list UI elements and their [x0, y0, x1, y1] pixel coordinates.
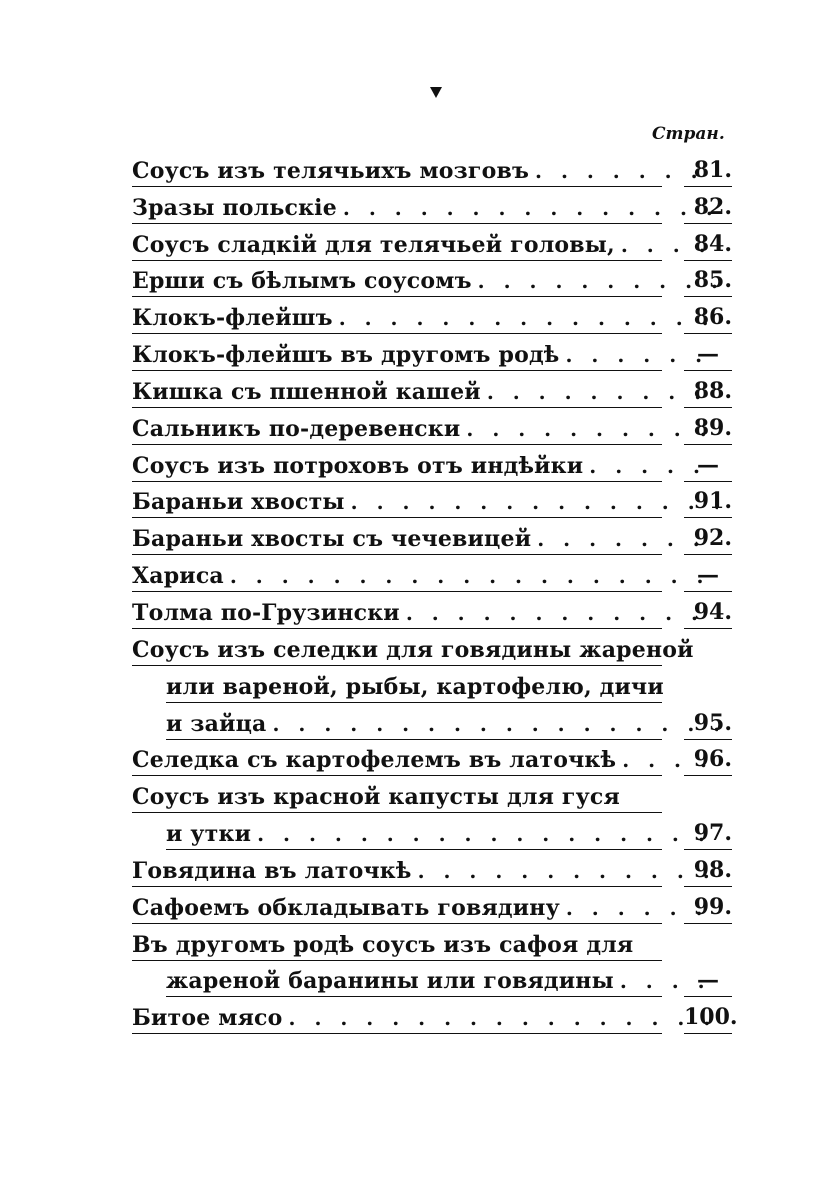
toc-entry [132, 592, 732, 629]
toc-entry-line [132, 776, 732, 813]
toc-entry [132, 297, 732, 334]
toc-entry-title: Соусъ изъ красной капусты для гуся [132, 784, 620, 811]
toc-entry-title: и утки [166, 821, 252, 848]
toc-entry [132, 150, 732, 187]
toc-entry-line [132, 887, 732, 924]
toc-entry-line [132, 518, 732, 555]
toc-entry-title: Сафоемъ обкладывать говядину [132, 894, 560, 921]
toc-entry-continuation [132, 666, 732, 703]
toc-entry-page: 94. [684, 599, 732, 629]
toc-entry-page: 98. [684, 857, 732, 887]
toc-entry-line [132, 408, 732, 445]
toc-entry-page: 88. [684, 378, 732, 408]
toc-entry [132, 334, 732, 371]
toc-entry-line [132, 997, 738, 1034]
table-of-contents [132, 150, 738, 1034]
toc-entry-page: 84. [684, 231, 732, 261]
toc-entry-page: 89. [684, 415, 732, 445]
toc-entry [132, 261, 732, 298]
toc-entry-line [132, 740, 732, 777]
toc-entry-title: Битое мясо [132, 1005, 283, 1032]
toc-entry [132, 482, 732, 519]
toc-entry-page: — [684, 341, 732, 371]
toc-entry-title: Хариса [132, 563, 224, 590]
toc-entry-continuation [132, 961, 732, 998]
toc-entry-page: 85. [684, 267, 732, 297]
toc-entry-line [132, 187, 732, 224]
toc-entry-continuation [132, 813, 732, 850]
toc-entry-line [132, 150, 732, 187]
toc-entry [132, 997, 738, 1034]
toc-entry-line [132, 261, 732, 298]
dot-leader [230, 563, 718, 592]
toc-entry-page: 96. [684, 746, 732, 776]
toc-entry-title: Соусъ изъ селедки для говядины жареной [132, 636, 694, 663]
dot-leader [257, 821, 718, 850]
toc-entry-page: 81. [684, 157, 732, 187]
toc-entry-page: 100. [684, 1004, 732, 1034]
toc-entry [132, 408, 732, 445]
toc-entry-page: 82. [684, 194, 732, 224]
toc-entry-line [132, 924, 732, 961]
toc-entry-title: или вареной, рыбы, картофелю, дичи [166, 673, 664, 700]
dot-leader [289, 1005, 718, 1034]
toc-entry-line [132, 371, 732, 408]
toc-entry-line [132, 629, 732, 666]
toc-entry-title: Соусъ сладкій для телячьей головы, [132, 231, 615, 258]
toc-entry-title: Бараньи хвосты [132, 489, 345, 516]
toc-entry-line [132, 482, 732, 519]
toc-entry-title: Клокъ-флейшъ въ другомъ родѣ [132, 342, 560, 369]
toc-entry-title: Кишка съ пшенной кашей [132, 378, 481, 405]
toc-entry-page: 86. [684, 304, 732, 334]
dot-leader [478, 268, 718, 297]
toc-entry-continuation [132, 703, 732, 740]
toc-entry [132, 924, 732, 998]
toc-entry [132, 776, 732, 850]
toc-entry-title: Зразы польскіе [132, 194, 337, 221]
toc-entry-title: Соусъ изъ потроховъ отъ индѣйки [132, 452, 584, 479]
dot-leader [406, 600, 718, 629]
toc-entry-line [132, 850, 732, 887]
toc-entry-title: Селедка съ картофелемъ въ латочкѣ [132, 747, 617, 774]
toc-entry [132, 371, 732, 408]
toc-entry-title: Толма по-Грузински [132, 599, 400, 626]
toc-entry [132, 850, 732, 887]
page-number-mark [430, 84, 442, 102]
toc-entry-line [132, 334, 732, 371]
toc-entry [132, 740, 732, 777]
toc-entry-title: Сальникъ по-деревенски [132, 415, 461, 442]
toc-entry-title: Бараньи хвосты съ чечевицей [132, 526, 532, 553]
dot-leader [351, 489, 718, 518]
dot-leader [418, 858, 718, 887]
toc-entry-line [132, 445, 732, 482]
toc-entry [132, 555, 732, 592]
toc-entry-page: 97. [684, 820, 732, 850]
toc-entry-title: Соусъ изъ телячьихъ мозговъ [132, 157, 530, 184]
toc-entry-page: 92. [684, 525, 732, 555]
dot-leader [466, 416, 718, 445]
toc-entry-title: Говядина въ латочкѣ [132, 857, 412, 884]
toc-entry-page: 95. [684, 710, 732, 740]
dot-leader [343, 195, 718, 224]
toc-entry-title: жареной баранины или говядины [166, 968, 614, 995]
toc-entry-page: — [684, 562, 732, 592]
toc-entry-line [132, 297, 732, 334]
toc-entry-page: 91. [684, 488, 732, 518]
toc-entry-page: — [684, 452, 732, 482]
toc-entry-line [132, 555, 732, 592]
toc-entry [132, 629, 732, 740]
toc-entry-page: 99. [684, 894, 732, 924]
toc-entry-title: Клокъ-флейшъ [132, 305, 333, 332]
underline-rule [132, 1033, 662, 1034]
toc-entry [132, 887, 732, 924]
toc-entry [132, 445, 732, 482]
toc-entry-title: и зайца [166, 710, 267, 737]
toc-entry-line [132, 224, 732, 261]
toc-entry [132, 187, 732, 224]
dot-leader [273, 711, 719, 740]
toc-entry [132, 224, 732, 261]
page-column-header: Стран. [652, 124, 725, 144]
toc-entry-title: Ерши съ бѣлымъ соусомъ [132, 268, 472, 295]
toc-entry-page: — [684, 967, 732, 997]
toc-entry-title: Въ другомъ родѣ соусъ изъ сафоя для [132, 931, 634, 958]
dot-leader [339, 305, 718, 334]
toc-entry-line [132, 592, 732, 629]
toc-entry [132, 518, 732, 555]
